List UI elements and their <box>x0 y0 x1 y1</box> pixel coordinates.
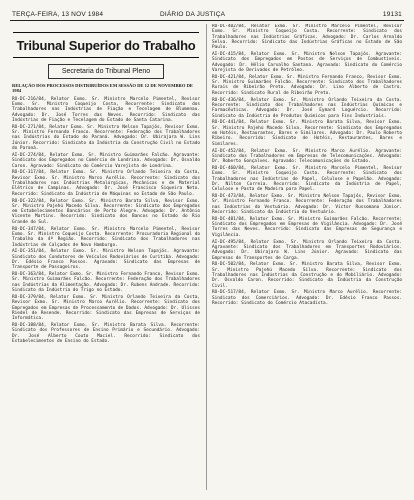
case-entry: AI-DC-274/84, Relator Exmo. Sr. Ministro Guimarães Falcão. Agravante: Sindicato dos Empregados no Comércio de Londrina. Advogado: Dr. Osvaldo Caron. Agravado: Sindicato do Comércio Varejista de Londrina. <box>12 152 200 169</box>
newspaper-page <box>10 8 404 492</box>
case-entry: RO-DC-216/84, Relator Exmo. Sr. Ministro Marcelo Pimentel, Revisor Exmo. Sr. Ministro Coqueijo Costa, Recorrente: Sindicato dos Trabalhadores nas Indústrias de Fiação e Tecelagem de Blumenau. Advogado: Dr. José Torres das Neves. Recorrido: Sindicato das Indústrias de Fiação e Tecelagem do Estado de Santa Catarina. <box>12 96 200 123</box>
case-entry: RO-DC-460/84, Relator Exmo. Sr. Ministro Marcelo Pimentel, Revisor Exmo. Sr. Ministro Coqueijo Costa. Recorrente: Sindicato dos Trabalhadores nas Indústrias de Papel, Celulose e Papelão. Advogado: Dr. Nilton Correia. Recorrido: Sindicato da Indústria de Papel, Celulose e Pasta de Madeira para Papel. <box>212 165 402 193</box>
case-entry: RO-DC-271/84, Relator Exmo. Sr. Ministro Nelson Tapajós, Revisor Exmo. Sr. Ministro Fernando Franco. Recorrente: Federação dos Trabalhadores nas Indústrias do Estado do Paraná. Advogado: Dr. Ubirajara W. Lins Júnior. Recorrido: Sindicato da Indústria da Construção Civil no Estado do Paraná. <box>12 124 200 152</box>
case-entry: RO-DC-436/84, Relator Exmo. Sr. Ministro Orlando Teixeira da Costa. Recorrente: Sindicato dos Trabalhadores nas Indústrias Químicas e Farmacêuticas. Advogado: Dr. José Eymard Loguércio. Recorrido: Sindicato da Indústria de Produtos Químicos para Fins Industriais. <box>212 97 402 119</box>
header-page-number: 19131 <box>382 11 402 18</box>
case-entry: RO-DC-402/84, Relator Exmo. Sr. Ministro Marcelo Pimentel, Revisor Exmo. Sr. Ministro Coqueijo Costa. Recorrente: Sindicato dos Trabalhadores nas Indústrias Gráficas. Advogado: Dr. Carlos Arnaldo Selva. Recorrido: Sindicato das Indústrias Gráficas no Estado de São Paulo. <box>212 24 402 51</box>
case-entry: RO-DC-502/84, Relator Exmo. Sr. Ministro Barata Silva, Revisor Exmo. Sr. Ministro Pajehú Macedo Silva. Recorrente: Sindicato dos Trabalhadores nas Indústrias da Construção e do Mobiliário. Advogado: Dr. Osvaldo Caron. Recorrido: Sindicato da Indústria da Construção Civil. <box>212 262 402 289</box>
header-publication: DIÁRIO DA JUSTIÇA <box>160 11 226 18</box>
case-entry: AI-DC-495/84, Relator Exmo. Sr. Ministro Orlando Teixeira da Costa. Agravante: Sindicato dos Trabalhadores em Transportes Rodoviários. Advogado: Dr. Ubirajara W. Lins Júnior. Agravado: Sindicato das Empresas de Transportes de Carga. <box>212 239 402 261</box>
section-title: Tribunal Superior do Trabalho <box>13 32 199 58</box>
case-entry: RO-DC-317/84, Relator Exmo. Sr. Ministro Orlando Teixeira da Costa, Revisor Exmo. Sr. Ministro Marco Aurélio. Recorrente: Sindicato dos Trabalhadores nas Indústrias Metalúrgicas, Mecânicas e de Material Elétrico de Campinas. Advogado: Dr. José Francisco Siqueira Neto. Recorrido: Sindicato da Indústria de Máquinas no Estado de São Paulo. <box>12 170 200 197</box>
case-entry: RO-DC-481/84, Relator Exmo. Sr. Ministro Guimarães Falcão. Recorrente: Sindicato dos Empregados em Empresas de Vigilância. Advogado: Dr. José Torres das Neves. Recorrido: Sindicato das Empresas de Segurança e Vigilância. <box>212 216 402 238</box>
left-column <box>10 24 202 492</box>
distribution-heading: RELAÇÃO DOS PROCESSOS DISTRIBUÍDOS EM SESSÃO DE 12 DE NOVEMBRO DE 1984 <box>12 83 193 94</box>
case-entry: AI-DC-415/84, Relator Exmo. Sr. Ministro Nelson Tapajós. Agravante: Sindicato dos Empregados em Postos de Serviços de Combustíveis. Advogado: Dr. Hélio Carvalho Santana. Agravado: Sindicato do Comércio Varejista de Derivados de Petróleo. <box>212 52 402 73</box>
column-divider <box>206 24 207 490</box>
case-entry: RO-DC-347/84, Relator Exmo. Sr. Ministro Marcelo Pimentel, Revisor Exmo. Sr. Ministro Coqueijo Costa. Recorrente: Procuradoria Regional do Trabalho da 4ª Região. Recorrido: Sindicato dos Trabalhadores nas Indústrias de Calçados de Novo Hamburgo. <box>12 226 200 248</box>
header-date: TERÇA-FEIRA, 13 NOV 1984 <box>12 11 104 18</box>
case-entry: RO-DC-441/84, Relator Exmo. Sr. Ministro Barata Silva, Revisor Exmo. Sr. Ministro Pajehú Macedo Silva. Recorrente: Sindicato dos Empregados em Hotéis, Restaurantes, Bares e Similares. Advogado: Dr. Paulo Roberto Ribeiro. Recorrido: Sindicato de Hotéis, Restaurantes, Bares e Similares. <box>212 120 402 147</box>
page-header <box>10 8 404 21</box>
case-entry: AI-DC-351/84, Relator Exmo. Sr. Ministro Nelson Tapajós. Agravante: Sindicato dos Condutores de Veículos Rodoviários de Curitiba. Advogado: Dr. Edésio Franco Passos. Agravado: Sindicato das Empresas de Transporte de Passageiros. <box>12 249 200 271</box>
case-entry: RO-DC-421/84, Relator Exmo. Sr. Ministro Fernando Franco, Revisor Exmo. Sr. Ministro Guimarães Falcão. Recorrente: Sindicato dos Trabalhadores Rurais de Ribeirão Preto. Advogado: Dr. Lino Alberto de Castro. Recorrido: Sindicato Rural de Ribeirão Preto. <box>212 74 402 96</box>
section-subtitle-box: Secretaria do Tribunal Pleno <box>48 64 164 79</box>
case-entry: RO-DC-363/84, Relator Exmo. Sr. Ministro Fernando Franco, Revisor Exmo. Sr. Ministro Guimarães Falcão. Recorrente: Federação dos Trabalhadores nas Indústrias da Alimentação. Advogado: Dr. Rubens Andrade. Recorrido: Sindicato da Indústria do Trigo no Estado. <box>12 272 200 294</box>
right-entry-list <box>210 24 404 306</box>
left-entry-list <box>10 97 202 344</box>
case-entry: RO-DC-473/84, Relator Exmo. Sr. Ministro Nelson Tapajós, Revisor Exmo. Sr. Ministro Fernando Franco. Recorrente: Federação dos Trabalhadores nas Indústrias do Vestuário. Advogado: Dr. Victor Russomano Júnior. Recorrido: Sindicato da Indústria do Vestuário. <box>212 194 402 215</box>
case-entry: RO-DC-322/84, Relator Exmo. Sr. Ministro Barata Silva, Revisor Exmo. Sr. Ministro Pajehú Macedo Silva. Recorrente: Sindicato dos Empregados em Estabelecimentos Bancários de Porto Alegre. Advogado: Dr. Antônio Vicente Martins. Recorrido: Sindicato dos Bancos no Estado do Rio Grande do Sul. <box>12 198 200 225</box>
case-entry: RO-DC-379/84, Relator Exmo. Sr. Ministro Orlando Teixeira da Costa, Revisor Exmo. Sr. Ministro Marco Aurélio. Recorrente: Sindicato dos Empregados em Empresas de Processamento de Dados. Advogado: Dr. Ulisses Riedel de Resende. Recorrido: Sindicato das Empresas de Serviços de Informática. <box>12 294 200 322</box>
case-entry: AI-DC-452/84, Relator Exmo. Sr. Ministro Marco Aurélio. Agravante: Sindicato dos Trabalhadores em Empresas de Telecomunicações. Advogado: Dr. Roberto Gonçalves. Agravado: Telecomunicações do Estado. <box>212 148 402 165</box>
right-column <box>210 24 404 492</box>
case-entry: RO-DC-388/84, Relator Exmo. Sr. Ministro Barata Silva. Recorrente: Sindicato dos Professores de Ensino Primário e Secundário. Advogado: Dr. José Alberto Couto Maciel. Recorrido: Sindicato dos Estabelecimentos de Ensino do Estado. <box>12 323 200 344</box>
case-entry: RO-DC-517/84, Relator Exmo. Sr. Ministro Marco Aurélio. Recorrente: Sindicato dos Comerciários. Advogado: Dr. Edésio Franco Passos. Recorrido: Sindicato do Comércio Atacadista. <box>212 290 402 307</box>
